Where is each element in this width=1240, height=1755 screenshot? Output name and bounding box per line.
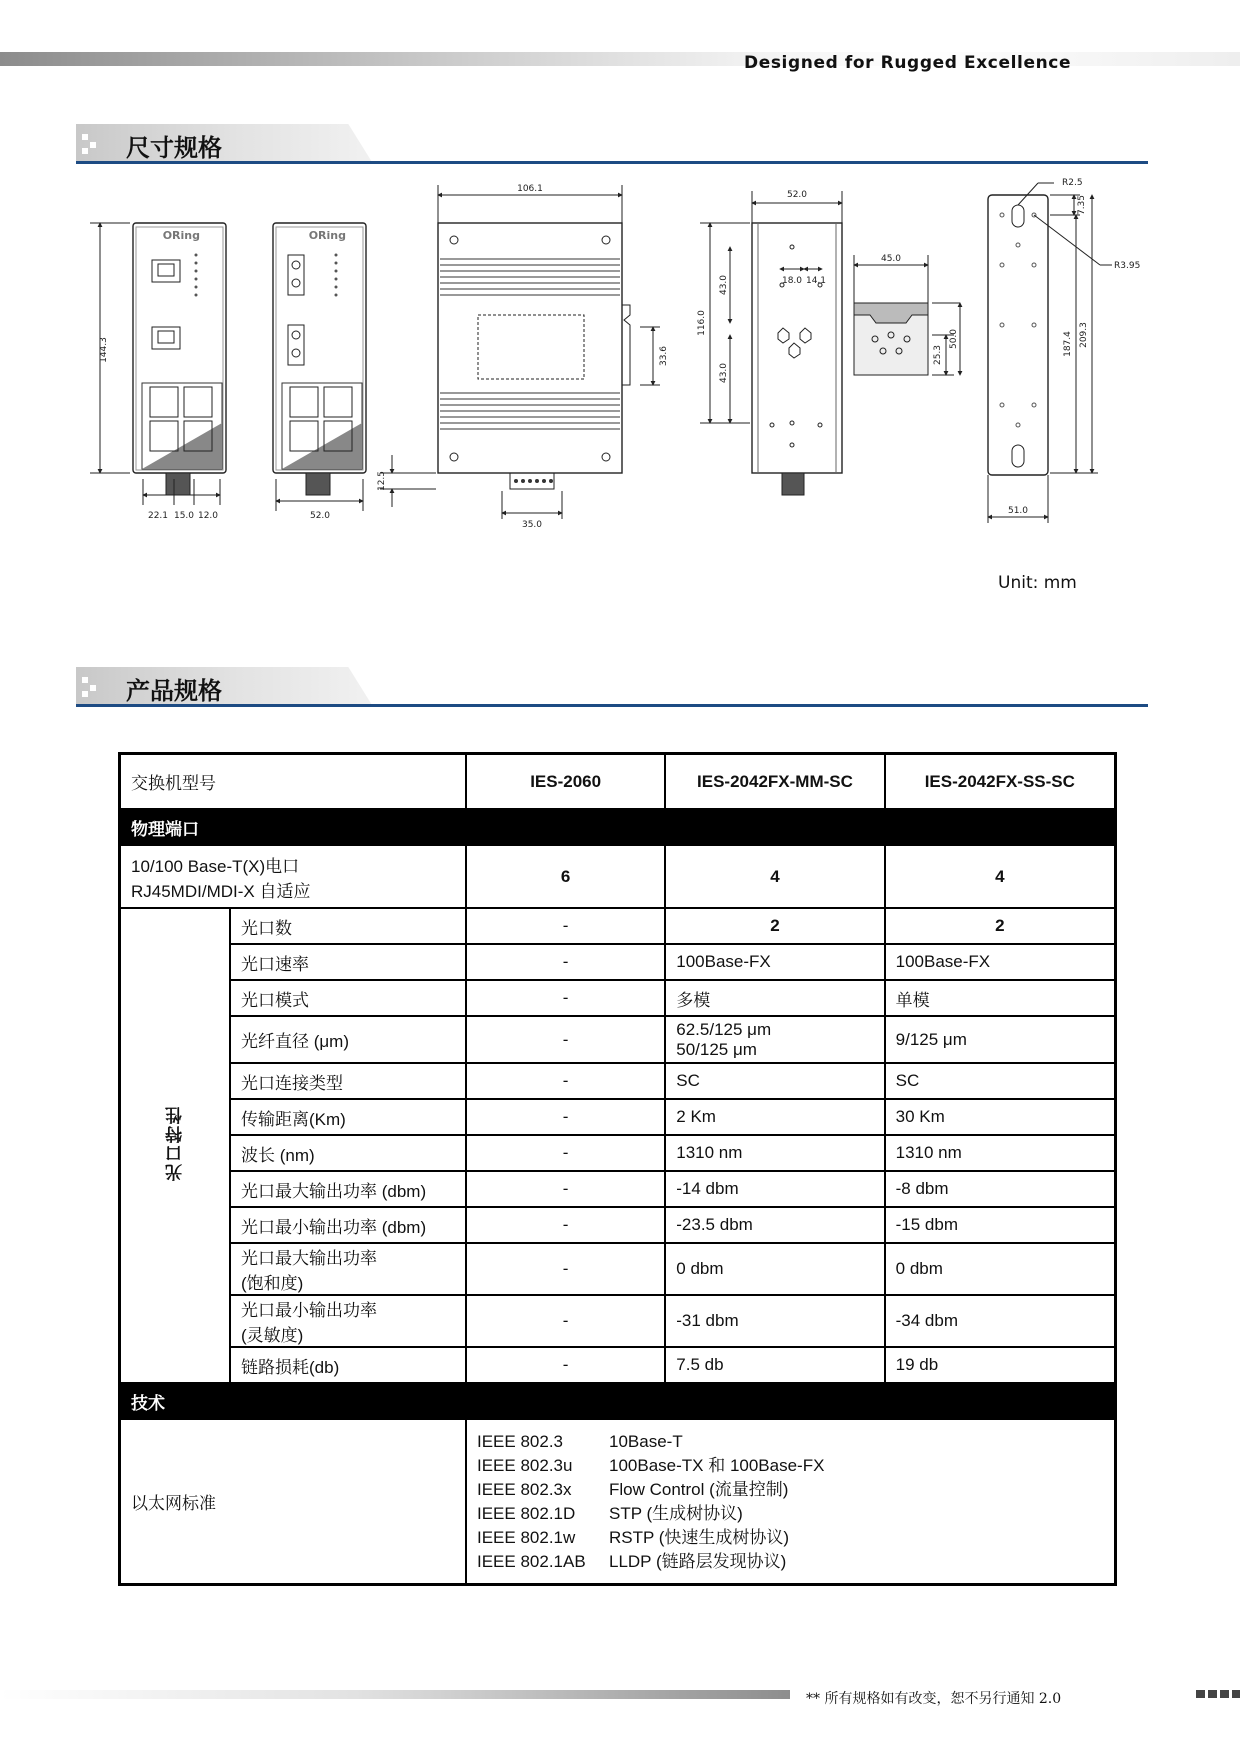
table-row bbox=[120, 1171, 1116, 1207]
section-heading-spec bbox=[76, 667, 1148, 709]
section-title: 尺寸规格 bbox=[126, 134, 222, 162]
row-label-line2: RJ45MDI/MDI-X 自适应 bbox=[131, 881, 311, 901]
cell: - bbox=[466, 1063, 665, 1099]
brand-logo: ORing bbox=[162, 229, 200, 242]
table-row bbox=[120, 1063, 1116, 1099]
table-row bbox=[120, 1295, 1116, 1347]
dim-width: 52.0 bbox=[786, 190, 808, 200]
section-label: 技术 bbox=[120, 1383, 1116, 1419]
cell: 单模 bbox=[885, 980, 1116, 1016]
row-label bbox=[230, 1295, 466, 1347]
footer-bar bbox=[0, 1690, 790, 1699]
footer-note: ** 所有规格如有改变，恕不另行通知 2.0 bbox=[806, 1691, 1062, 1707]
footer-square-icon bbox=[1232, 1690, 1240, 1698]
ethernet-standards bbox=[466, 1419, 1116, 1585]
cell-line2: 50/125 μm bbox=[676, 1039, 757, 1059]
section-label: 物理端口 bbox=[120, 809, 1116, 845]
cell: -14 dbm bbox=[665, 1171, 884, 1207]
cell: 2 bbox=[885, 908, 1116, 944]
dim-width: 106.1 bbox=[517, 184, 543, 194]
dim-h3: 209.3 bbox=[1079, 322, 1089, 348]
dim-d1: 18.0 bbox=[781, 276, 803, 286]
header-ies-2060: IES-2060 bbox=[466, 754, 665, 810]
brand-logo-2: ORing bbox=[308, 229, 346, 242]
row-label: 光口数 bbox=[230, 908, 466, 944]
cell: SC bbox=[665, 1063, 884, 1099]
cell: 多模 bbox=[665, 980, 884, 1016]
header-model-label: 交换机型号 bbox=[120, 754, 467, 810]
unit-label: Unit: mm bbox=[998, 573, 1077, 593]
row-label-line1: 光口最大输出功率 bbox=[241, 1249, 377, 1268]
cell-line1: 62.5/125 μm bbox=[676, 1019, 772, 1039]
heading-bullet-icon bbox=[82, 134, 96, 154]
section-row-tech bbox=[120, 1383, 1116, 1419]
dim-height: 144.3 bbox=[99, 337, 109, 363]
table-row bbox=[120, 1243, 1116, 1295]
dim-d2: 14.1 bbox=[805, 276, 827, 286]
standard-item: IEEE 802.3 10Base-T bbox=[477, 1431, 683, 1451]
row-label-line2: (灵敏度) bbox=[241, 1326, 304, 1345]
heading-bullet-icon bbox=[82, 677, 96, 697]
row-label: 光口速率 bbox=[230, 944, 466, 980]
header-slogan: Designed for Rugged Excellence bbox=[744, 53, 1072, 73]
spec-table bbox=[118, 752, 1117, 1586]
dim-h1: 7.35 bbox=[1077, 194, 1087, 216]
dim-height-b: 12.5 bbox=[377, 470, 387, 492]
fiber-group-label: 光口特性 bbox=[120, 908, 231, 1383]
dim-w2: 15.0 bbox=[173, 511, 195, 521]
table-row-ethernet bbox=[120, 1419, 1116, 1585]
row-label: 传输距离(Km) bbox=[230, 1099, 466, 1135]
cell: - bbox=[466, 944, 665, 980]
cell: -34 dbm bbox=[885, 1295, 1116, 1347]
cell: -15 dbm bbox=[885, 1207, 1116, 1243]
row-label bbox=[120, 845, 467, 908]
cell: SC bbox=[885, 1063, 1116, 1099]
cell: - bbox=[466, 1016, 665, 1063]
dim-width-b: 35.0 bbox=[521, 520, 543, 530]
row-label: 光口连接类型 bbox=[230, 1063, 466, 1099]
cell: -23.5 dbm bbox=[665, 1207, 884, 1243]
cell: 30 Km bbox=[885, 1099, 1116, 1135]
dim-h1: 25.3 bbox=[933, 344, 943, 366]
cell: 1310 nm bbox=[885, 1135, 1116, 1171]
din-rail-clip bbox=[854, 254, 960, 375]
table-row bbox=[120, 980, 1116, 1016]
row-label-line1: 光口最小输出功率 bbox=[241, 1301, 377, 1320]
footer-square-icon bbox=[1220, 1690, 1229, 1698]
row-label: 以太网标准 bbox=[120, 1419, 467, 1585]
footer-square-icon bbox=[1208, 1690, 1217, 1698]
row-label: 光口最小输出功率 (dbm) bbox=[230, 1207, 466, 1243]
cell: -8 dbm bbox=[885, 1171, 1116, 1207]
standard-item: IEEE 802.1D STP (生成树协议) bbox=[477, 1503, 743, 1523]
dim-height: 116.0 bbox=[697, 310, 707, 336]
standard-item: IEEE 802.1w RSTP (快速生成树协议) bbox=[477, 1527, 790, 1547]
cell: 0 dbm bbox=[665, 1243, 884, 1295]
row-label: 光口模式 bbox=[230, 980, 466, 1016]
front-view-ies-2042fx bbox=[273, 223, 366, 521]
row-label-line2: (饱和度) bbox=[241, 1274, 304, 1293]
side-view bbox=[377, 184, 669, 530]
cell: - bbox=[466, 1243, 665, 1295]
table-row bbox=[120, 1347, 1116, 1383]
cell: -31 dbm bbox=[665, 1295, 884, 1347]
cell: - bbox=[466, 908, 665, 944]
header-ies-2042fx-ss: IES-2042FX-SS-SC bbox=[885, 754, 1116, 810]
radius-large: R3.95 bbox=[1114, 261, 1140, 271]
cell: - bbox=[466, 1295, 665, 1347]
dim-h1: 43.0 bbox=[719, 274, 729, 296]
dim-width: 52.0 bbox=[309, 511, 331, 521]
row-label bbox=[230, 1243, 466, 1295]
table-row bbox=[120, 944, 1116, 980]
footer-square-icon bbox=[1196, 1690, 1205, 1698]
row-label-line1: 10/100 Base-T(X)电口 bbox=[131, 856, 300, 876]
cell: 0 dbm bbox=[885, 1243, 1116, 1295]
table-row bbox=[120, 1207, 1116, 1243]
dim-width: 45.0 bbox=[880, 254, 902, 264]
cell: 100Base-FX bbox=[665, 944, 884, 980]
cell: - bbox=[466, 980, 665, 1016]
cell: - bbox=[466, 1135, 665, 1171]
section-row-ports bbox=[120, 809, 1116, 845]
standard-item: IEEE 802.1AB LLDP (链路层发现协议) bbox=[477, 1551, 787, 1571]
wall-mount-plate bbox=[988, 178, 1140, 523]
cell bbox=[665, 1016, 884, 1063]
rear-view bbox=[697, 190, 842, 495]
cell: 2 Km bbox=[665, 1099, 884, 1135]
dim-w3: 12.0 bbox=[197, 511, 219, 521]
table-row bbox=[120, 1016, 1116, 1063]
standard-item: IEEE 802.3u 100Base-TX 和 100Base-FX bbox=[477, 1455, 825, 1475]
cell: - bbox=[466, 1207, 665, 1243]
cell: 9/125 μm bbox=[885, 1016, 1116, 1063]
dim-height-a: 33.6 bbox=[659, 345, 669, 367]
dim-width: 51.0 bbox=[1007, 506, 1029, 516]
row-label: 链路损耗(db) bbox=[230, 1347, 466, 1383]
cell: - bbox=[466, 1171, 665, 1207]
table-row bbox=[120, 1099, 1116, 1135]
row-label: 光口最大输出功率 (dbm) bbox=[230, 1171, 466, 1207]
cell: 2 bbox=[665, 908, 884, 944]
dim-h2: 43.0 bbox=[719, 362, 729, 384]
dim-w1: 22.1 bbox=[147, 511, 169, 521]
cell: 4 bbox=[885, 845, 1116, 908]
header-ies-2042fx-mm: IES-2042FX-MM-SC bbox=[665, 754, 884, 810]
cell: 6 bbox=[466, 845, 665, 908]
cell: 100Base-FX bbox=[885, 944, 1116, 980]
section-title: 产品规格 bbox=[126, 677, 222, 705]
table-row-copper bbox=[120, 845, 1116, 908]
dimension-drawings bbox=[80, 175, 1140, 550]
cell: 4 bbox=[665, 845, 884, 908]
cell: - bbox=[466, 1099, 665, 1135]
table-row bbox=[120, 1135, 1116, 1171]
radius-small: R2.5 bbox=[1062, 178, 1083, 188]
dim-h2: 187.4 bbox=[1063, 331, 1073, 357]
table-header-row bbox=[120, 754, 1116, 810]
row-label: 光纤直径 (μm) bbox=[230, 1016, 466, 1063]
cell: 19 db bbox=[885, 1347, 1116, 1383]
section-heading-dimensions bbox=[76, 124, 1148, 166]
dim-h2: 50.0 bbox=[949, 328, 959, 350]
standard-item: IEEE 802.3x Flow Control (流量控制) bbox=[477, 1479, 789, 1499]
row-label: 波长 (nm) bbox=[230, 1135, 466, 1171]
cell: 1310 nm bbox=[665, 1135, 884, 1171]
front-view-ies-2060 bbox=[90, 223, 226, 521]
table-row bbox=[120, 908, 1116, 944]
cell: - bbox=[466, 1347, 665, 1383]
cell: 7.5 db bbox=[665, 1347, 884, 1383]
